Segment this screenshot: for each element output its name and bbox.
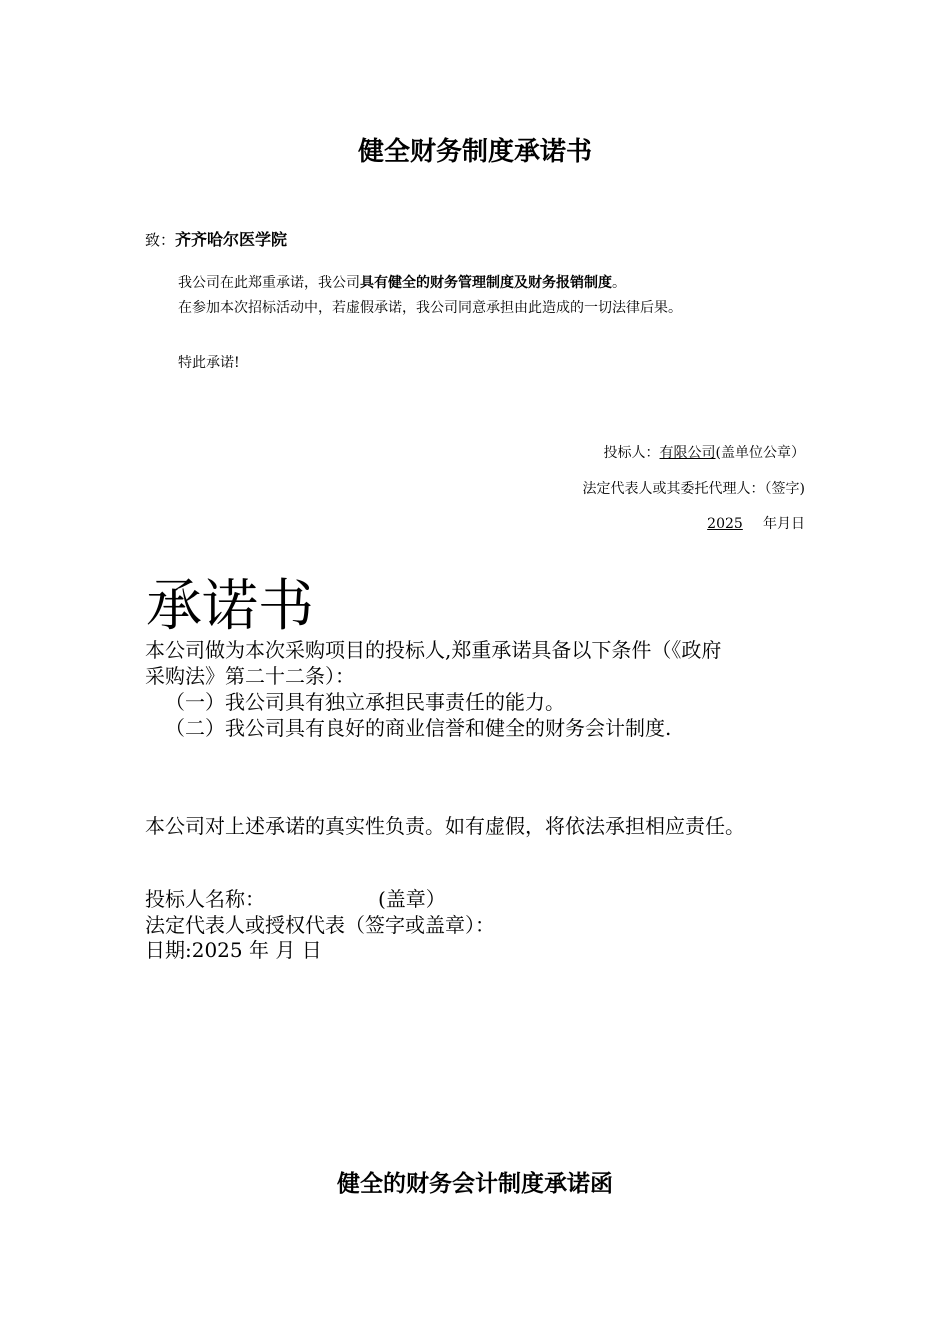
bidder-name: 有限公司: [659, 445, 716, 461]
addressee: [145, 227, 287, 250]
section-title: 健全的财务会计制度承诺函: [337, 1171, 613, 1197]
responsibility-statement: 本公司对上述承诺的真实性负责。如有虚假，将依法承担相应责任。: [145, 814, 745, 838]
commitment-heading: 承诺书: [146, 574, 314, 639]
condition-item-2: （二）我公司具有良好的商业信誉和健全的财务会计制度.: [165, 716, 672, 740]
authorized-rep-line: 法定代表人或授权代表（签字或盖章）：: [145, 913, 495, 937]
commitment-paragraph-2: 在参加本次招标活动中，若虚假承诺，我公司同意承担由此造成的一切法律后果。: [178, 300, 682, 316]
commitment-paragraph-1: [178, 272, 626, 292]
bidder-prefix: 投标人：: [603, 445, 660, 461]
bidder-suffix: (盖单位公章）: [715, 445, 805, 461]
seal-note: (盖章）: [378, 887, 446, 911]
condition-item-1: （一）我公司具有独立承担民事责任的能力。: [165, 690, 565, 714]
para1-bold: 具有健全的财务管理制度及财务报销制度: [360, 275, 612, 291]
bidder-name-label: 投标人名称：: [145, 887, 265, 911]
date-suffix: 年月日: [763, 516, 805, 532]
addressee-name: 齐齐哈尔医学院: [175, 230, 288, 249]
para1-start: 我公司在此郑重承诺，我公司: [178, 275, 360, 291]
closing-text: 特此承诺!: [178, 355, 240, 371]
intro-line-1: 本公司做为本次采购项目的投标人,郑重承诺具备以下条件（《政府: [145, 638, 722, 662]
addressee-prefix: 致：: [145, 231, 176, 249]
page-title: 健全财务制度承诺书: [357, 137, 592, 167]
legal-rep-line: 法定代表人或其委托代理人：（签字): [582, 481, 805, 497]
bidder-line: [604, 442, 805, 462]
para1-end: 。: [612, 275, 626, 291]
intro-line-2: 采购法》第二十二条）：: [145, 664, 355, 688]
date-line: [687, 513, 805, 533]
date-field: 日期:2025 年 月 日: [145, 938, 322, 962]
date-year: 2025: [707, 516, 743, 532]
